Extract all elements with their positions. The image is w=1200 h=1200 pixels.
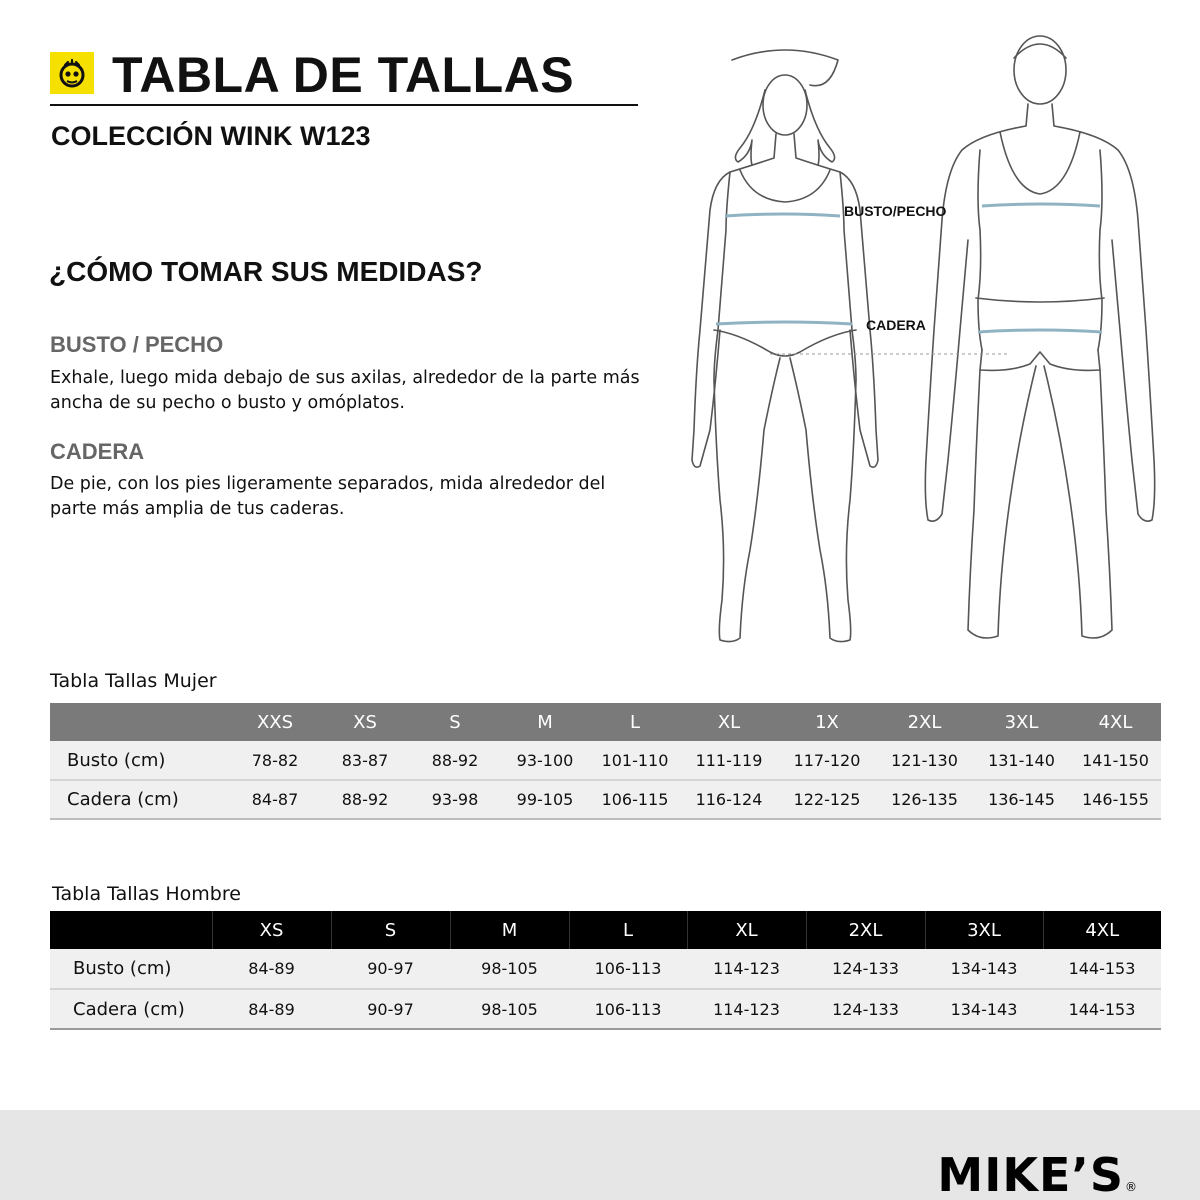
- table-cell: 83-87: [341, 750, 389, 770]
- table-cell: 124-133: [832, 999, 899, 1019]
- table-cell: 122-125: [793, 790, 861, 809]
- table-cell: 136-145: [988, 790, 1055, 809]
- table-cell: 134-143: [950, 999, 1018, 1019]
- men-size-header: 2XL: [806, 911, 925, 949]
- table-cell: 106-115: [601, 790, 669, 809]
- table-cell: 93-98: [431, 790, 479, 809]
- table-cell: 88-92: [431, 750, 479, 770]
- women-size-table: [50, 703, 1161, 820]
- table-cell: 84-89: [248, 999, 295, 1019]
- woman-bust-line: [725, 214, 840, 216]
- hip-description: De pie, con los pies ligeramente separados, mida alrededor del parte más amplia de tus caderas.: [50, 474, 606, 519]
- table-cell: 101-110: [601, 750, 669, 770]
- registered-mark: ®: [1125, 1180, 1138, 1194]
- women-size-header: 3XL: [1004, 711, 1039, 733]
- men-size-table: [50, 911, 1161, 1030]
- wink-face-icon: [50, 52, 94, 94]
- men-header-row: [50, 911, 1161, 949]
- table-row: [50, 780, 1161, 819]
- men-size-header: 4XL: [1043, 911, 1161, 949]
- table-cell: 141-150: [1082, 750, 1149, 770]
- women-table-caption: Tabla Tallas Mujer: [50, 670, 217, 692]
- row-label: Busto (cm): [67, 749, 166, 771]
- table-cell: 117-120: [793, 750, 861, 770]
- bust-heading: BUSTO / PECHO: [50, 332, 224, 357]
- table-cell: 98-105: [481, 999, 538, 1019]
- table-cell: 134-143: [950, 959, 1018, 978]
- women-size-header: M: [537, 711, 553, 733]
- row-label: Cadera (cm): [67, 789, 179, 810]
- table-cell: 114-123: [713, 959, 780, 978]
- men-header-blank: [50, 911, 212, 949]
- women-size-header: L: [629, 711, 641, 733]
- table-cell: 116-124: [695, 790, 763, 809]
- hip-heading: CADERA: [50, 439, 145, 464]
- women-size-header: XXS: [256, 711, 294, 733]
- body-outline-illustration: [680, 30, 1160, 660]
- table-cell: 144-153: [1068, 959, 1136, 978]
- bust-figure-label: BUSTO/PECHO: [844, 203, 947, 219]
- footer-bar: [0, 1110, 1200, 1200]
- men-size-header: XL: [687, 911, 806, 949]
- table-cell: 131-140: [988, 750, 1055, 770]
- women-size-header: 4XL: [1098, 711, 1133, 733]
- man-hip-line: [978, 330, 1102, 332]
- bust-description: Exhale, luego mida debajo de sus axilas, alrededor de la parte más ancha de su pecho o busto y omóplatos.: [50, 368, 640, 413]
- table-cell: 90-97: [367, 959, 414, 978]
- table-cell: 99-105: [516, 790, 574, 809]
- how-to-title: ¿CÓMO TOMAR SUS MEDIDAS?: [49, 256, 483, 287]
- measurement-figures: [680, 30, 1160, 660]
- row-label: Cadera (cm): [73, 998, 185, 1020]
- table-row: [50, 989, 1161, 1029]
- woman-figure: [692, 50, 878, 642]
- table-cell: 88-92: [341, 790, 389, 809]
- men-size-header: L: [569, 911, 687, 949]
- hip-figure-label: CADERA: [866, 317, 926, 333]
- page-title: TABLA DE TALLAS: [112, 47, 575, 103]
- men-size-header: XS: [212, 911, 331, 949]
- table-cell: 106-113: [594, 999, 662, 1019]
- row-label: Busto (cm): [73, 958, 172, 979]
- brand-badge: [50, 52, 94, 94]
- table-cell: 90-97: [367, 999, 414, 1019]
- brand-logo: [937, 1148, 1138, 1200]
- table-cell: 126-135: [891, 790, 958, 809]
- women-header-blank: [50, 703, 230, 741]
- table-cell: 114-123: [713, 999, 780, 1019]
- men-size-header: 3XL: [925, 911, 1043, 949]
- man-chest-line: [982, 204, 1100, 206]
- women-size-header: XS: [353, 711, 377, 733]
- table-cell: 111-119: [695, 750, 763, 770]
- brand-name: MIKE’S: [937, 1148, 1124, 1200]
- women-size-header: XL: [717, 711, 741, 733]
- collection-subtitle: COLECCIÓN WINK W123: [51, 121, 371, 151]
- table-cell: 98-105: [481, 959, 538, 978]
- men-size-header: S: [331, 911, 450, 949]
- table-cell: 106-113: [594, 959, 662, 978]
- title-divider: [50, 104, 638, 106]
- table-cell: 146-155: [1082, 790, 1149, 809]
- table-row: [50, 741, 1161, 780]
- table-cell: 124-133: [832, 959, 899, 978]
- woman-hip-line: [716, 322, 852, 324]
- table-row: [50, 949, 1161, 989]
- women-size-header: 2XL: [907, 711, 942, 733]
- women-size-header: 1X: [815, 711, 839, 733]
- men-table-caption: Tabla Tallas Hombre: [52, 883, 241, 905]
- women-size-header: S: [449, 711, 461, 733]
- women-header-row: [50, 703, 1161, 741]
- table-cell: 84-89: [248, 959, 295, 978]
- table-cell: 84-87: [251, 790, 299, 809]
- table-cell: 93-100: [516, 750, 574, 770]
- men-size-header: M: [450, 911, 569, 949]
- table-cell: 144-153: [1068, 999, 1136, 1019]
- table-cell: 121-130: [891, 750, 958, 770]
- man-figure: [925, 36, 1154, 638]
- table-cell: 78-82: [251, 750, 299, 770]
